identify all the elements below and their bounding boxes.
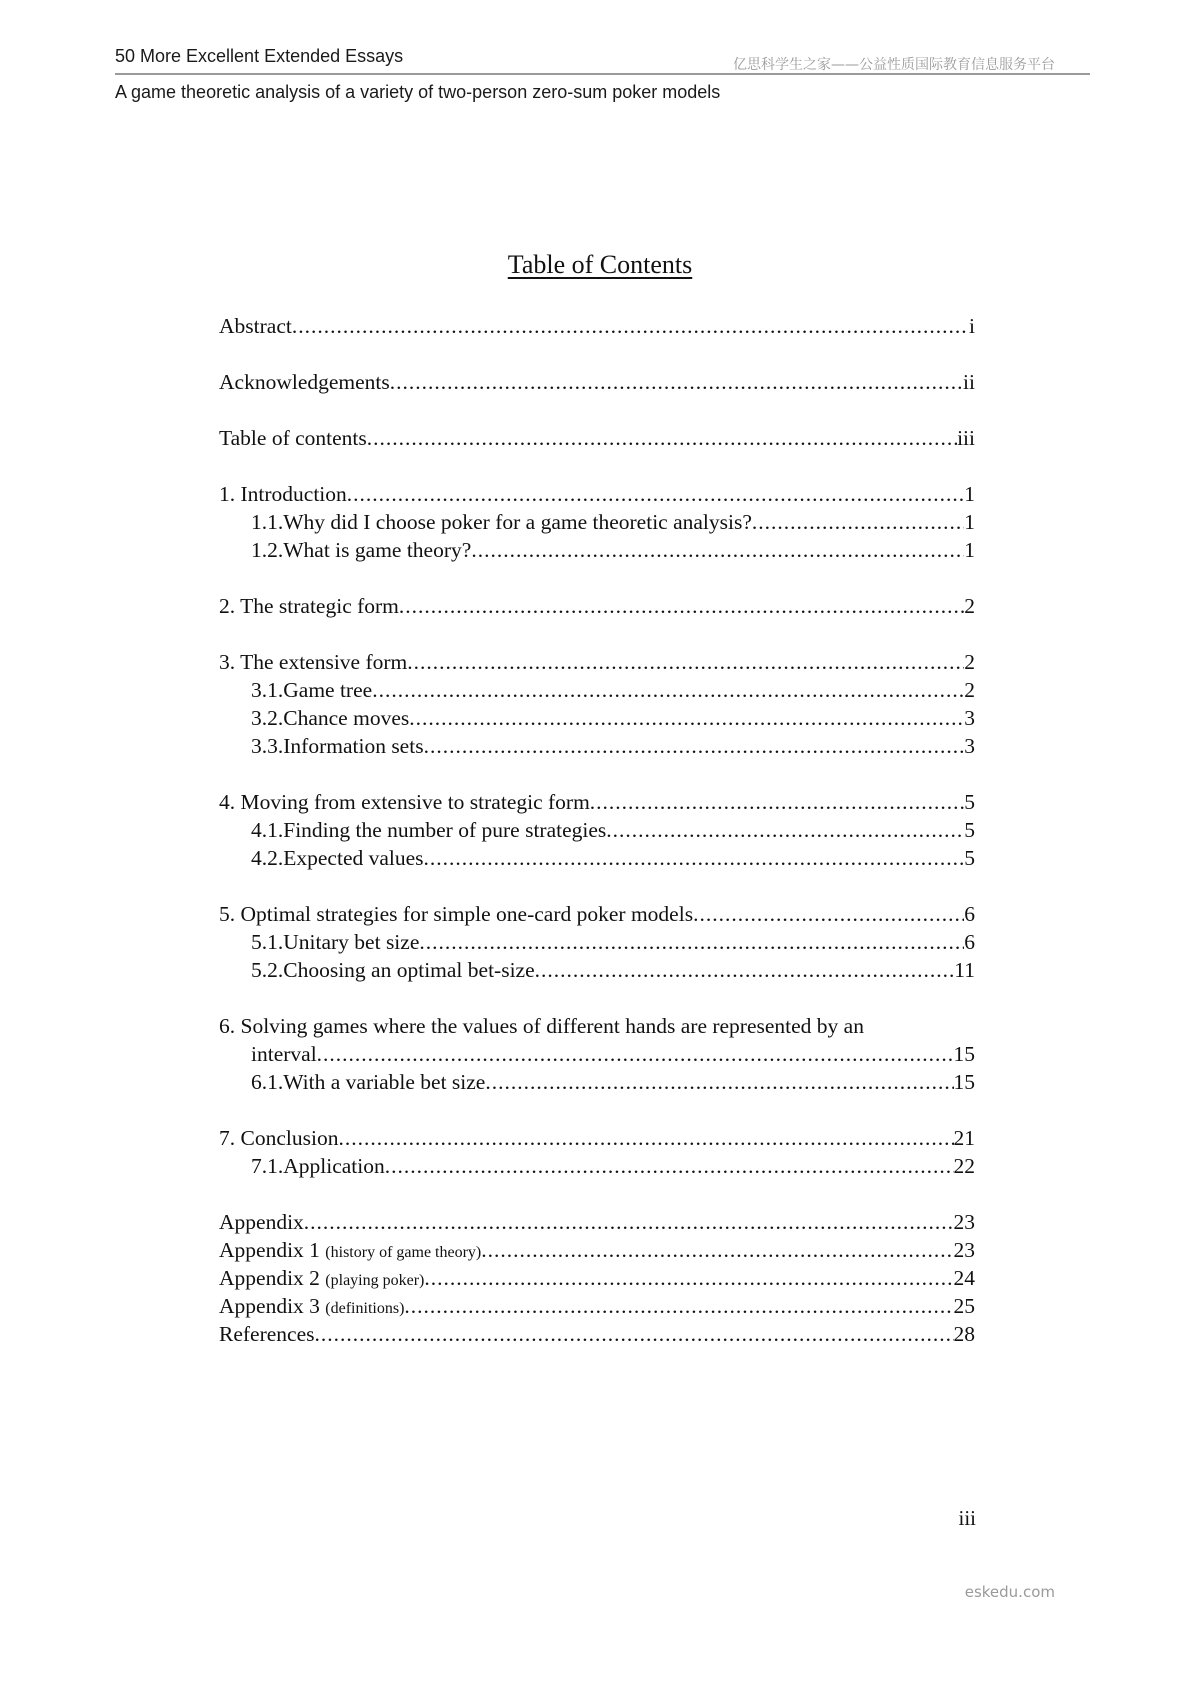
dot-leader: [471, 536, 964, 564]
toc-entry-section-6-title: 6. Solving games where the values of different hands are represented by an: [219, 1014, 864, 1038]
footer-watermark: eskedu.com: [964, 1583, 1055, 1601]
toc-title: Table of Contents: [507, 250, 693, 279]
toc-entry-page: ii: [963, 370, 975, 394]
toc-entry-references: [219, 1320, 975, 1348]
toc-entry-appendix-2: [219, 1264, 975, 1292]
toc-entry-label: 1. Introduction: [219, 482, 347, 506]
toc-entry-page: 5: [964, 790, 975, 814]
toc-entry-label: 7. Conclusion: [219, 1126, 339, 1150]
toc-entry-label: 3. The extensive form: [219, 650, 408, 674]
toc-entry-label: Appendix 3 (definitions): [219, 1294, 405, 1318]
header-rule: [115, 73, 1090, 75]
dot-leader: [535, 956, 955, 984]
dot-leader: [385, 1152, 954, 1180]
toc-entry-label: References: [219, 1322, 315, 1346]
toc-entry-label: Appendix: [219, 1210, 304, 1234]
toc-entry-note: (definitions): [325, 1300, 405, 1317]
toc-entry-page: 1: [964, 510, 975, 534]
dot-leader: [590, 788, 964, 816]
toc-entry-page: 15: [953, 1070, 975, 1094]
dot-leader: [752, 508, 964, 536]
toc-entry-label: Table of contents: [219, 426, 367, 450]
toc-entry-page: i: [969, 314, 975, 338]
dot-leader: [419, 928, 964, 956]
dot-leader: [317, 1040, 954, 1068]
toc-entry-page: 15: [953, 1042, 975, 1066]
toc-entry-label: 1.1.Why did I choose poker for a game theoretic analysis?: [251, 510, 752, 534]
toc-entry-page: 23: [953, 1238, 975, 1262]
toc-entry-label: 3.1.Game tree: [251, 678, 373, 702]
toc-entry-page: 6: [964, 902, 975, 926]
toc-entry-section-2: [219, 592, 975, 620]
dot-leader: [367, 424, 957, 452]
toc-entry-abstract: [219, 312, 975, 340]
toc-entry-label: 5.2.Choosing an optimal bet-size: [251, 958, 535, 982]
toc-entry-section-1-1: [219, 508, 975, 536]
toc-entry-label: 4.2.Expected values: [251, 846, 424, 870]
toc-entry-label: 5. Optimal strategies for simple one-card poker models: [219, 902, 694, 926]
dot-leader: [424, 844, 965, 872]
toc-entry-section-3: [219, 648, 975, 676]
toc-entry-page: 1: [964, 538, 975, 562]
toc-entry-page: 22: [953, 1154, 975, 1178]
toc-entry-label: 3.2.Chance moves: [251, 706, 410, 730]
dot-leader: [424, 1264, 953, 1292]
toc-entry-page: 11: [954, 958, 975, 982]
dot-leader: [315, 1320, 954, 1348]
toc-entry-page: 2: [964, 678, 975, 702]
toc-entry-page: 1: [964, 482, 975, 506]
toc-entry-page: 25: [953, 1294, 975, 1318]
toc-entry-label: Appendix 1 (history of game theory): [219, 1238, 482, 1262]
dot-leader: [409, 704, 964, 732]
toc-entry-section-3-3: [219, 732, 975, 760]
toc-entry-label: Appendix 2 (playing poker): [219, 1266, 425, 1290]
toc-entry-acknowledgements: [219, 368, 975, 396]
dot-leader: [424, 732, 965, 760]
toc-entry-table-of-contents: [219, 424, 975, 452]
toc-entry-section-4-2: [219, 844, 975, 872]
dot-leader: [407, 648, 964, 676]
book-title: 50 More Excellent Extended Essays: [115, 46, 404, 66]
toc-entry-section-7: [219, 1124, 975, 1152]
toc-entry-section-7-1: [219, 1152, 975, 1180]
toc-entry-page: 21: [953, 1126, 975, 1150]
toc-entry-page: 6: [964, 930, 975, 954]
toc-entry-label: 6.1.With a variable bet size: [251, 1070, 486, 1094]
toc-entry-note: (playing poker): [325, 1272, 425, 1289]
toc-entry-section-4: [219, 788, 975, 816]
toc-entry-label: Abstract: [219, 314, 292, 338]
toc-entry-section-6: [219, 1040, 975, 1068]
toc-entry-page: 3: [964, 734, 975, 758]
toc-entry-appendix: [219, 1208, 975, 1236]
table-of-contents: [219, 312, 975, 1348]
toc-entry-section-3-2: [219, 704, 975, 732]
page-number: iii: [958, 1506, 976, 1530]
toc-entry-section-1-2: [219, 536, 975, 564]
dot-leader: [304, 1208, 954, 1236]
toc-entry-appendix-1: [219, 1236, 975, 1264]
toc-entry-label: 4. Moving from extensive to strategic form: [219, 790, 590, 814]
dot-leader: [481, 1236, 953, 1264]
toc-entry-label: 1.2.What is game theory?: [251, 538, 472, 562]
dot-leader: [347, 480, 964, 508]
toc-entry-page: 5: [964, 818, 975, 842]
dot-leader: [606, 816, 964, 844]
toc-entry-label: Acknowledgements: [219, 370, 390, 394]
toc-entry-label: 2. The strategic form: [219, 594, 399, 618]
toc-entry-page: iii: [957, 426, 975, 450]
dot-leader: [292, 312, 969, 340]
dot-leader: [693, 900, 964, 928]
dot-leader: [390, 368, 963, 396]
toc-entry-page: 2: [964, 650, 975, 674]
toc-entry-page: 24: [953, 1266, 975, 1290]
toc-entry-label: 5.1.Unitary bet size: [251, 930, 420, 954]
dot-leader: [404, 1292, 953, 1320]
toc-entry-page: 23: [953, 1210, 975, 1234]
toc-entry-page: 28: [953, 1322, 975, 1346]
toc-entry-section-1: [219, 480, 975, 508]
dot-leader: [338, 1124, 953, 1152]
toc-entry-page: 3: [964, 706, 975, 730]
dot-leader: [485, 1068, 953, 1096]
toc-entry-section-5-1: [219, 928, 975, 956]
toc-entry-label: interval: [251, 1042, 317, 1066]
dot-leader: [399, 592, 964, 620]
toc-entry-section-4-1: [219, 816, 975, 844]
site-name: 亿思科学生之家——公益性质国际教育信息服务平台: [733, 57, 1055, 73]
toc-entry-section-5: [219, 900, 975, 928]
toc-entry-appendix-3: [219, 1292, 975, 1320]
toc-entry-label: 3.3.Information sets: [251, 734, 424, 758]
toc-entry-page: 5: [964, 846, 975, 870]
toc-entry-note: (history of game theory): [325, 1244, 482, 1261]
toc-entry-label: 4.1.Finding the number of pure strategies: [251, 818, 607, 842]
toc-entry-label: 7.1.Application: [251, 1154, 385, 1178]
toc-entry-section-5-2: [219, 956, 975, 984]
toc-entry-page: 2: [964, 594, 975, 618]
toc-entry-section-3-1: [219, 676, 975, 704]
toc-entry-section-6-1: [219, 1068, 975, 1096]
essay-title: A game theoretic analysis of a variety of two-person zero-sum poker models: [115, 82, 721, 102]
dot-leader: [372, 676, 964, 704]
